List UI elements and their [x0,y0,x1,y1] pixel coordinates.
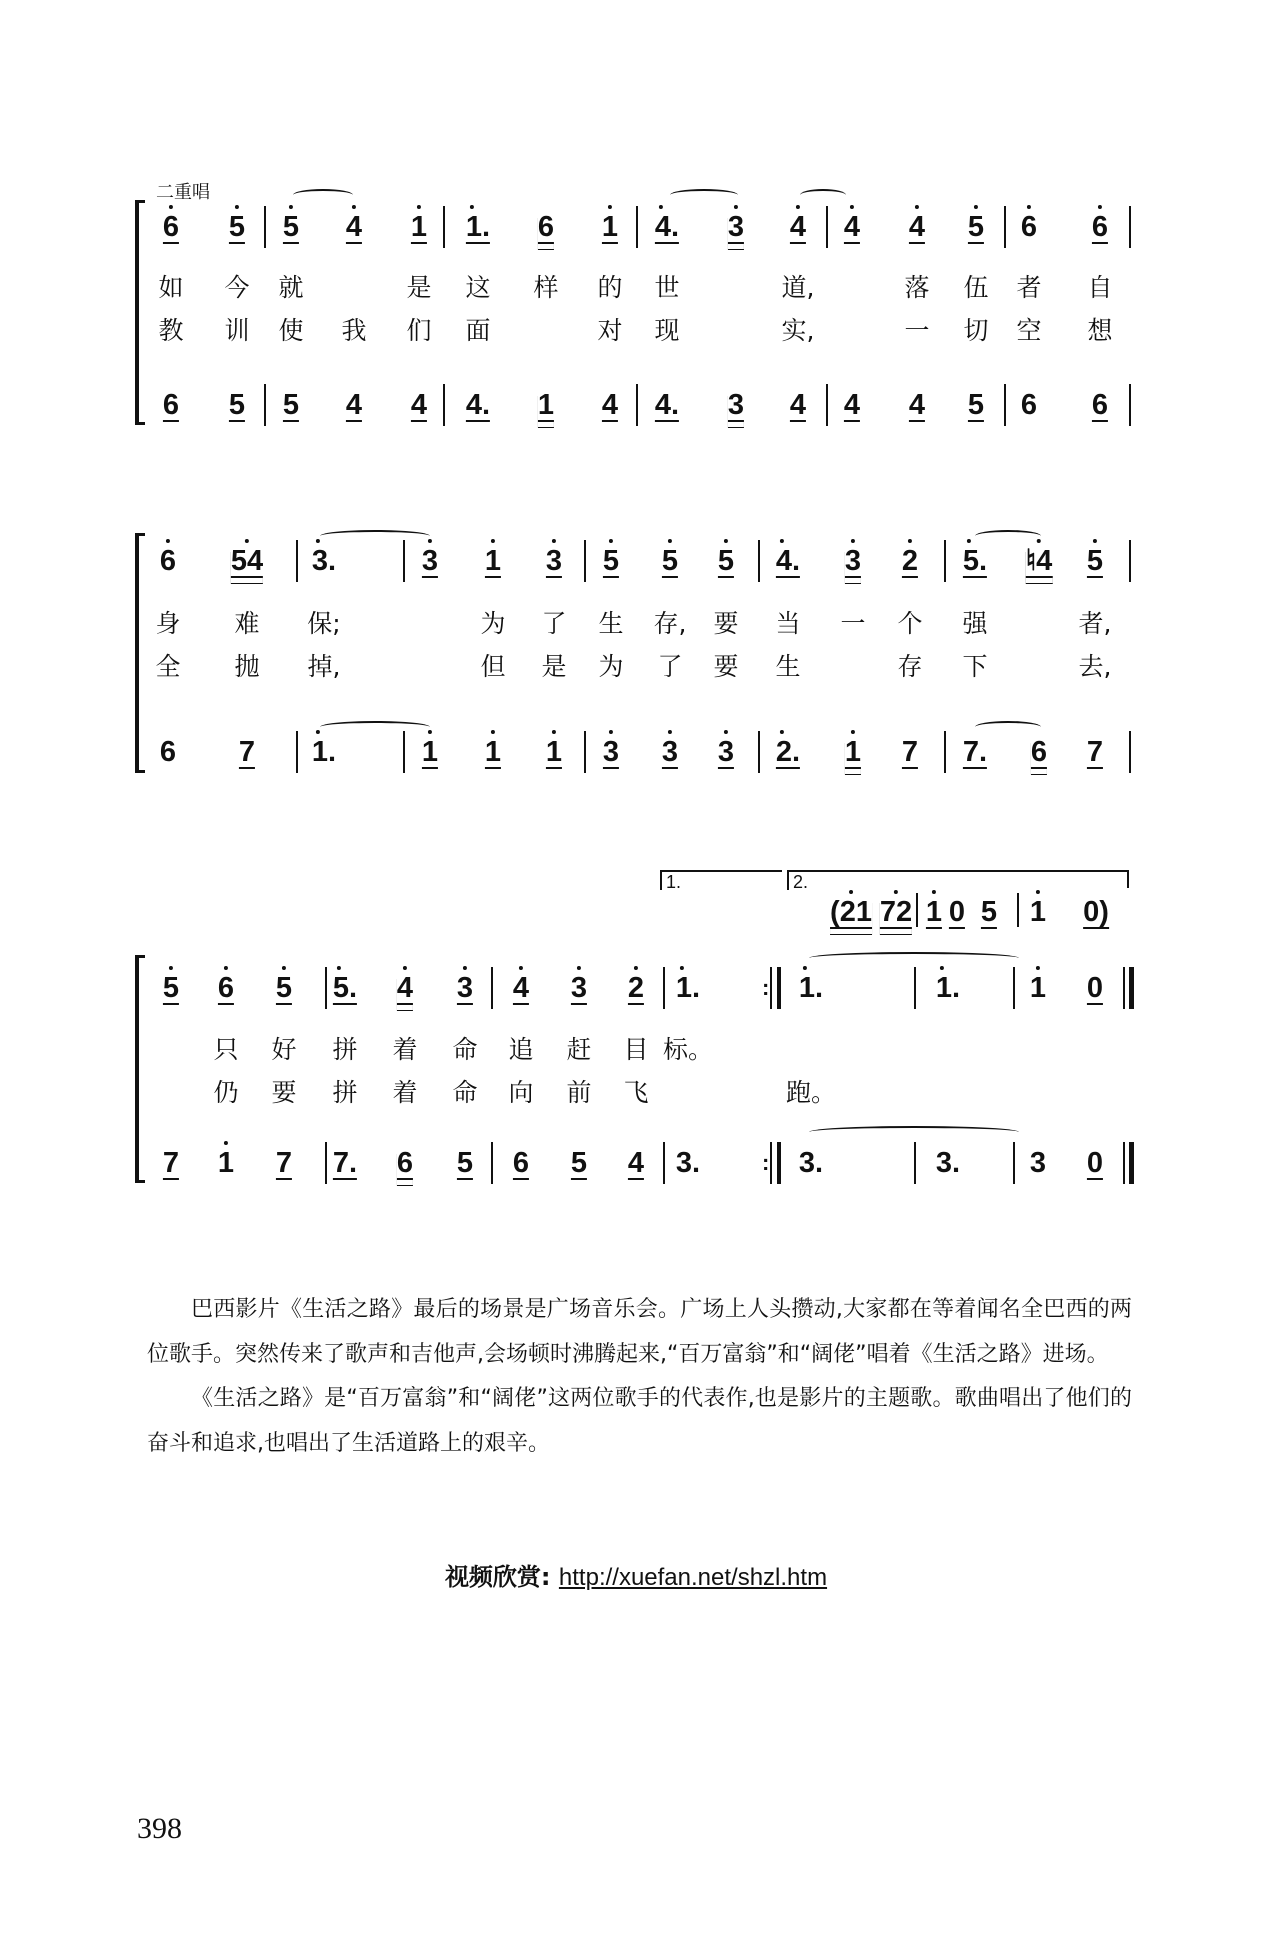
note: 4 [396,972,414,1004]
note: 3 [456,972,474,1004]
note: 1 [844,736,862,768]
note: 5 [282,211,300,243]
lyric-char: 向 [508,1078,534,1107]
note: 6 [1020,211,1038,243]
bar-line [826,384,828,426]
bar-line [758,731,760,773]
lyric-char: 飞 [623,1078,649,1107]
note: 1 [484,736,502,768]
note: 6 [1091,389,1109,421]
note: 4 [908,211,926,243]
lyric-char: 使 [278,316,304,345]
note: 6 [1091,211,1109,243]
lyric-char: 落 [904,273,930,302]
note: 4. [775,545,801,577]
note: 3 [602,736,620,768]
lyric-char: 想 [1087,316,1113,345]
note: 5 [717,545,735,577]
lyric-char: 强 [962,609,988,638]
note: 4 [512,972,530,1004]
note: 1 [537,389,555,421]
note: 1 [1029,972,1047,1004]
final-bar [1123,1142,1125,1184]
note: 4 [843,211,861,243]
note: 5 [228,211,246,243]
bar-line [403,731,405,773]
final-bar [1123,967,1125,1009]
volta-bracket: 2. [787,870,1129,890]
lyric-char: 拼 [332,1078,358,1107]
lyric-char: 要 [271,1078,297,1107]
note: 4 [843,389,861,421]
note: 1 [1029,896,1047,928]
note: 5 [980,896,998,928]
note: 7 [1086,736,1104,768]
lyric-char: 今 [224,273,250,302]
note: 5. [962,545,988,577]
lyric-char: 对 [597,316,623,345]
note: 5. [332,972,358,1004]
tie-arc [293,189,353,201]
description-text [147,1288,1132,1466]
note: 7 [238,736,256,768]
note: 0) [1083,896,1109,928]
note: 5 [162,972,180,1004]
page-number: 398 [137,1812,182,1845]
lyric-char: 了 [657,652,683,681]
note: 72 [879,896,913,928]
system-bracket [135,955,139,1183]
lyric-char: 仍 [213,1078,239,1107]
bar-line [916,893,918,927]
video-link[interactable]: http://xuefan.net/shzl.htm [558,1564,828,1591]
lyric-char: 者, [1078,609,1112,638]
lyric-char: 面 [465,316,491,345]
lyric-char: 下 [962,652,988,681]
lyric-char: 身 [155,609,181,638]
note: 3. [675,1147,701,1179]
lyric-char: 们 [406,316,432,345]
bar-line [491,1142,493,1184]
lyric-char: 是 [541,652,567,681]
note: 4. [654,389,680,421]
note: 6 [396,1147,414,1179]
note: 3 [727,211,745,243]
bar-line [944,540,946,582]
bar-line [1004,206,1006,248]
lyric-char: 为 [480,609,506,638]
bar-line [1129,384,1131,426]
paragraph: 《生活之路》是“百万富翁”和“阔佬”这两位歌手的代表作,也是影片的主题歌。歌曲唱出了他们的奋斗和追求,也唱出了生活道路上的艰辛。 [147,1386,1132,1456]
lyric-char: 存 [897,652,923,681]
note: 3 [717,736,735,768]
note: 1. [311,736,337,768]
bar-line [1004,384,1006,426]
note: 5 [602,545,620,577]
repeat-bar [770,1142,772,1184]
bar-line [403,540,405,582]
note: ♮4 [1025,545,1053,577]
section-label: 二重唱 [156,182,210,203]
note: 6 [512,1147,530,1179]
note: 1. [935,972,961,1004]
lyric-char: 个 [897,609,923,638]
tie-arc [800,189,846,201]
bar-line [296,731,298,773]
lyric-char: 的 [597,273,623,302]
lyric-char: 世 [654,273,680,302]
bar-line [636,206,638,248]
note: 4. [654,211,680,243]
note: 3 [570,972,588,1004]
note: 1 [217,1147,235,1179]
note: 1 [601,211,619,243]
lyric-char: 着 [392,1078,418,1107]
lyric-char: 现 [654,316,680,345]
bar-line [758,540,760,582]
bar-line [584,731,586,773]
note: 7 [901,736,919,768]
lyric-char: 生 [775,652,801,681]
lyric-char: 者 [1016,273,1042,302]
lyric-char: 样 [533,273,559,302]
lyric-char: 切 [963,316,989,345]
note: 3. [798,1147,824,1179]
note: 5 [282,389,300,421]
note: 7 [275,1147,293,1179]
lyric-char: 我 [341,316,367,345]
note: 6 [1020,389,1038,421]
note: 5 [570,1147,588,1179]
bar-line [443,206,445,248]
repeat-dots: : [762,1150,770,1175]
note: 6 [159,736,177,768]
lyric-char: 跑。 [785,1078,837,1107]
note: 1. [465,211,491,243]
lyric-char: 命 [452,1078,478,1107]
bar-line [325,1142,327,1184]
tie-arc [320,530,430,542]
bar-line [663,967,665,1009]
note: 5 [456,1147,474,1179]
lyric-char: 但 [480,652,506,681]
note: 4 [627,1147,645,1179]
lyric-char: 去, [1078,652,1112,681]
note: 5 [967,389,985,421]
lyric-char: 追 [508,1035,534,1064]
lyric-char: 自 [1087,273,1113,302]
repeat-bar [770,967,772,1009]
note: 1 [925,896,943,928]
lyric-char: 赶 [566,1035,592,1064]
note: 1 [421,736,439,768]
note: 3 [727,389,745,421]
system-bracket [135,533,139,773]
tie-arc [670,189,738,201]
volta-bracket: 1. [660,870,782,890]
lyric-char: 生 [598,609,624,638]
bar-line [914,1142,916,1184]
lyric-char: 一 [904,316,930,345]
repeat-dots: : [762,975,770,1000]
lyric-char: 着 [392,1035,418,1064]
note: 4 [789,389,807,421]
lyric-char: 要 [713,609,739,638]
note: 2 [627,972,645,1004]
note: 0 [948,896,966,928]
final-bar [1129,1142,1134,1184]
note: 1. [675,972,701,1004]
note: 4 [789,211,807,243]
lyric-char: 全 [155,652,181,681]
tie-arc [975,721,1041,733]
note: 1 [484,545,502,577]
note: 1 [545,736,563,768]
lyric-char: 只 [213,1035,239,1064]
bar-line [826,206,828,248]
lyric-char: 前 [566,1078,592,1107]
note: 5 [967,211,985,243]
lyric-char: 存, [653,609,687,638]
note: 7 [162,1147,180,1179]
note: 6 [162,211,180,243]
lyric-char: 这 [465,273,491,302]
note: 2 [901,545,919,577]
note: 4 [345,211,363,243]
bar-line [1129,206,1131,248]
lyric-char: 训 [224,316,250,345]
note: 6 [159,545,177,577]
note: 3 [545,545,563,577]
lyric-char: 了 [541,609,567,638]
note: 3 [1029,1147,1047,1179]
bar-line [296,540,298,582]
note: 54 [230,545,264,577]
tie-arc [809,1126,1019,1138]
lyric-char: 保; [307,609,341,638]
lyric-char: 就 [278,273,304,302]
bar-line [443,384,445,426]
lyric-char: 命 [452,1035,478,1064]
bar-line [1129,540,1131,582]
lyric-char: 要 [713,652,739,681]
lyric-char: 一 [840,609,866,638]
lyric-char: 抛 [234,652,260,681]
system-bracket [135,200,139,425]
bar-line [944,731,946,773]
note: 3 [844,545,862,577]
lyric-char: 为 [598,652,624,681]
note: 7. [332,1147,358,1179]
note: 5 [228,389,246,421]
note: 4 [345,389,363,421]
tie-arc [975,530,1041,542]
bar-line [584,540,586,582]
bar-line [264,384,266,426]
bar-line [663,1142,665,1184]
lyric-char: 掉, [307,652,341,681]
note: 4. [465,389,491,421]
bar-line [1013,967,1015,1009]
repeat-bar [777,1142,781,1184]
lyric-char: 当 [775,609,801,638]
bar-line [1013,1142,1015,1184]
bar-line [264,206,266,248]
lyric-char: 好 [271,1035,297,1064]
note: 6 [537,211,555,243]
lyric-char: 目 [623,1035,649,1064]
note: 0 [1086,1147,1104,1179]
note: 5 [661,545,679,577]
lyric-char: 空 [1016,316,1042,345]
note: 1 [410,211,428,243]
note: 6 [217,972,235,1004]
paragraph: 巴西影片《生活之路》最后的场景是广场音乐会。广场上人头攒动,大家都在等着闻名全巴西的两位歌手。突然传来了歌声和吉他声,会场顿时沸腾起来,“百万富翁”和“阔佬”唱着《生活之路》进场。 [147,1297,1132,1367]
tie-arc [320,721,430,733]
video-label: 视频欣赏: [444,1563,551,1591]
bar-line [914,967,916,1009]
note: 6 [162,389,180,421]
note: 1. [798,972,824,1004]
note: 3 [421,545,439,577]
volta-end [1127,870,1129,888]
lyric-char: 教 [158,316,184,345]
note: 2. [775,736,801,768]
note: 4 [410,389,428,421]
note: 7. [962,736,988,768]
lyric-char: 道, [781,273,815,302]
bar-line [1129,731,1131,773]
lyric-char: 实, [781,316,815,345]
note: 3. [935,1147,961,1179]
tie-arc [809,952,1019,964]
note: 3 [661,736,679,768]
repeat-bar [777,967,781,1009]
note: 4 [908,389,926,421]
bar-line [325,967,327,1009]
lyric-char: 难 [234,609,260,638]
final-bar [1129,967,1134,1009]
bar-line [636,384,638,426]
lyric-char: 是 [406,273,432,302]
note: 5 [275,972,293,1004]
bar-line [1017,893,1019,927]
lyric-char: 如 [158,273,184,302]
lyric-char: 标。 [662,1035,714,1064]
note: 0 [1086,972,1104,1004]
note: 6 [1030,736,1048,768]
note: 4 [601,389,619,421]
lyric-char: 拼 [332,1035,358,1064]
note: (21 [830,896,872,928]
note: 5 [1086,545,1104,577]
lyric-char: 伍 [963,273,989,302]
note: 3. [311,545,337,577]
video-link-line [0,1557,1272,1592]
bar-line [491,967,493,1009]
